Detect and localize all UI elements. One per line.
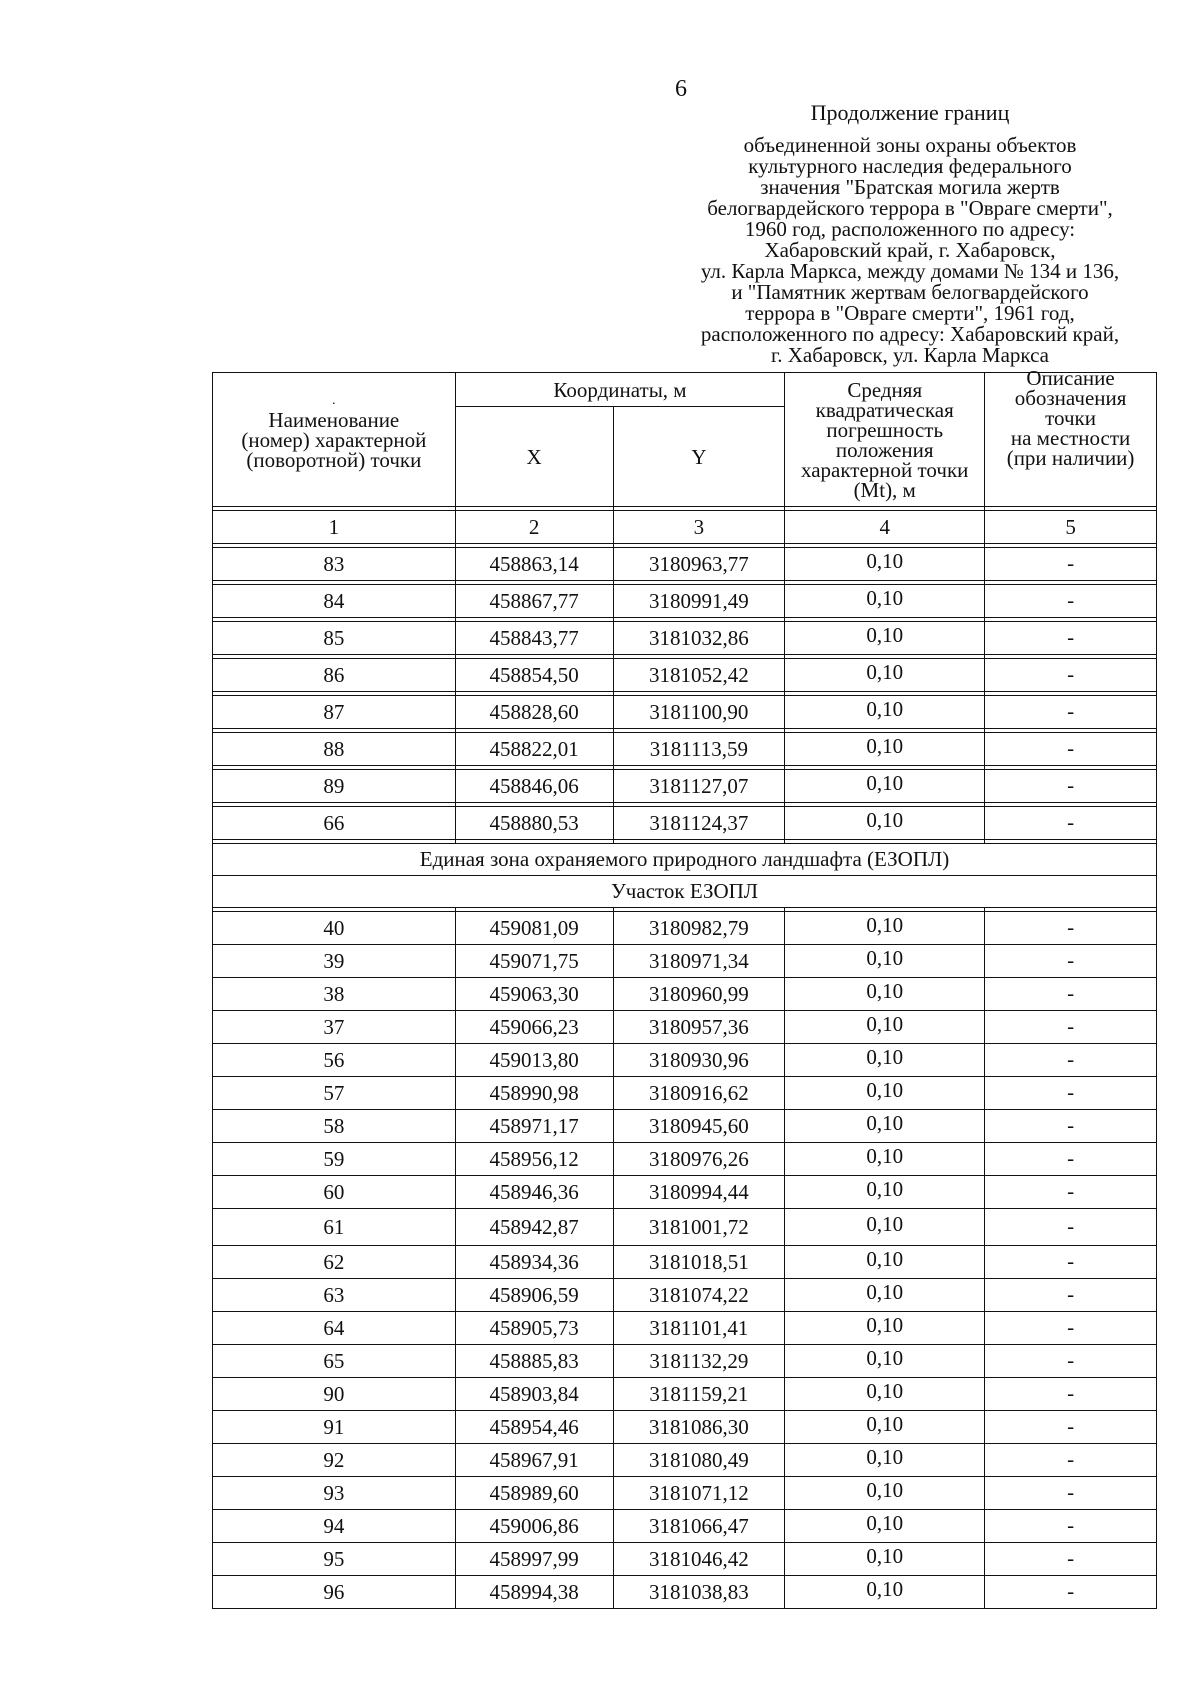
description-value: - [985, 585, 1157, 618]
error-value: 0,10 [785, 659, 985, 692]
coord-y: 3181124,37 [613, 807, 785, 840]
error-value: 0,10 [785, 1444, 985, 1477]
table-row [213, 1209, 1157, 1246]
coord-y: 3180945,60 [613, 1110, 785, 1143]
point-number: 59 [213, 1143, 456, 1176]
point-number: 85 [213, 622, 456, 655]
coord-x: 459063,30 [455, 978, 613, 1011]
coord-x: 458971,17 [455, 1110, 613, 1143]
page-number: 6 [675, 76, 687, 102]
point-number: 89 [213, 770, 456, 803]
point-number: 37 [213, 1011, 456, 1044]
coord-y: 3181132,29 [613, 1345, 785, 1378]
coord-y: 3181038,83 [613, 1576, 785, 1609]
error-value: 0,10 [785, 1110, 985, 1143]
header-description-line: Описание [1026, 365, 1115, 390]
coord-x: 458903,84 [455, 1378, 613, 1411]
point-number: 84 [213, 585, 456, 618]
table-row [213, 1279, 1157, 1312]
coord-y: 3180916,62 [613, 1077, 785, 1110]
column-number: 5 [985, 511, 1157, 544]
point-number: 86 [213, 659, 456, 692]
header-error-line: Средняя [847, 377, 923, 402]
point-number: 65 [213, 1345, 456, 1378]
error-value: 0,10 [785, 945, 985, 978]
point-number: 62 [213, 1246, 456, 1279]
coord-y: 3181052,42 [613, 659, 785, 692]
error-value: 0,10 [785, 770, 985, 803]
table-row [213, 1411, 1157, 1444]
error-value: 0,10 [785, 1378, 985, 1411]
point-number: 57 [213, 1077, 456, 1110]
heading-line: значения "Братская могила жертв [760, 175, 1060, 199]
description-value: - [985, 1209, 1157, 1246]
coord-x: 458942,87 [455, 1209, 613, 1246]
coord-y: 3180957,36 [613, 1011, 785, 1044]
table-row [213, 1444, 1157, 1477]
description-value: - [985, 1044, 1157, 1077]
description-value: - [985, 1345, 1157, 1378]
description-value: - [985, 1143, 1157, 1176]
point-number: 88 [213, 733, 456, 766]
coord-y: 3181046,42 [613, 1543, 785, 1576]
coord-y: 3181074,22 [613, 1279, 785, 1312]
coord-x: 459006,86 [455, 1510, 613, 1543]
error-value: 0,10 [785, 1077, 985, 1110]
table-row [213, 1378, 1157, 1411]
header-description-line: на местности [1010, 425, 1131, 450]
error-value: 0,10 [785, 1345, 985, 1378]
coord-x: 458956,12 [455, 1143, 613, 1176]
column-number: 3 [613, 511, 785, 544]
heading-line: и "Памятник жертвам белогвардейского [731, 280, 1089, 304]
column-number: 1 [213, 511, 456, 544]
coord-y: 3181101,41 [613, 1312, 785, 1345]
description-value: - [985, 1510, 1157, 1543]
column-number-row [213, 511, 1157, 544]
coord-y: 3180971,34 [613, 945, 785, 978]
description-value: - [985, 1077, 1157, 1110]
section-title: Единая зона охраняемого природного ландшафта (ЕЗОПЛ) [213, 844, 1157, 876]
heading-line: Хабаровский край, г. Хабаровск, [764, 238, 1056, 262]
coord-x: 458863,14 [455, 548, 613, 581]
table-row [213, 1477, 1157, 1510]
table-row [213, 1345, 1157, 1378]
coord-x: 458880,53 [455, 807, 613, 840]
error-value: 0,10 [785, 1543, 985, 1576]
coord-x: 458822,01 [455, 733, 613, 766]
error-value: 0,10 [785, 696, 985, 729]
error-value: 0,10 [785, 1411, 985, 1444]
error-value: 0,10 [785, 585, 985, 618]
header-error-line: квадратическая [815, 397, 954, 422]
table-row [213, 733, 1157, 766]
coord-y: 3180930,96 [613, 1044, 785, 1077]
coord-y: 3181159,21 [613, 1378, 785, 1411]
table-row [213, 1510, 1157, 1543]
coord-x: 459071,75 [455, 945, 613, 978]
coord-x: 458954,46 [455, 1411, 613, 1444]
heading-line: террора в "Овраге смерти", 1961 год, [745, 301, 1075, 325]
point-number: 92 [213, 1444, 456, 1477]
description-value: - [985, 1477, 1157, 1510]
point-number: 64 [213, 1312, 456, 1345]
header-error-line: (Mt), м [853, 477, 916, 502]
table-row [213, 696, 1157, 729]
coord-y: 3181127,07 [613, 770, 785, 803]
table-row [213, 1110, 1157, 1143]
table-row [213, 978, 1157, 1011]
coord-y: 3181080,49 [613, 1444, 785, 1477]
table-row [213, 912, 1157, 945]
error-value: 0,10 [785, 807, 985, 840]
coord-y: 3180994,44 [613, 1176, 785, 1209]
header-error-line: погрешность [826, 417, 944, 442]
error-value: 0,10 [785, 548, 985, 581]
table-row [213, 945, 1157, 978]
coord-x: 458906,59 [455, 1279, 613, 1312]
heading-line: ул. Карла Маркса, между домами № 134 и 136, [700, 259, 1120, 283]
description-value: - [985, 1411, 1157, 1444]
table-row [213, 622, 1157, 655]
point-number: 96 [213, 1576, 456, 1609]
header-point-name-line: (номер) характерной [241, 427, 427, 452]
heading-title: Продолжение границ [810, 100, 1010, 125]
description-value: - [985, 1176, 1157, 1209]
coord-y: 3181113,59 [613, 733, 785, 766]
error-value: 0,10 [785, 978, 985, 1011]
error-value: 0,10 [785, 733, 985, 766]
document-heading [650, 102, 1170, 366]
description-value: - [985, 1110, 1157, 1143]
header-x: X [455, 407, 613, 507]
description-value: - [985, 696, 1157, 729]
point-number: 90 [213, 1378, 456, 1411]
description-value: - [985, 1011, 1157, 1044]
header-y: Y [613, 407, 785, 507]
coord-y: 3181086,30 [613, 1411, 785, 1444]
description-value: - [985, 1279, 1157, 1312]
coord-x: 458967,91 [455, 1444, 613, 1477]
header-coordinates: Координаты, м [455, 373, 785, 407]
description-value: - [985, 1543, 1157, 1576]
coord-x: 458846,06 [455, 770, 613, 803]
table-row [213, 1011, 1157, 1044]
coord-x: 458867,77 [455, 585, 613, 618]
description-value: - [985, 1576, 1157, 1609]
description-value: - [985, 807, 1157, 840]
description-value: - [985, 659, 1157, 692]
table-row [213, 1543, 1157, 1576]
coord-x: 458989,60 [455, 1477, 613, 1510]
table-row [213, 1576, 1157, 1609]
description-value: - [985, 1312, 1157, 1345]
heading-line: 1960 год, расположенного по адресу: [744, 217, 1076, 241]
description-value: - [985, 945, 1157, 978]
heading-line: белогвардейского террора в "Овраге смерти", [707, 196, 1113, 220]
coord-x: 458946,36 [455, 1176, 613, 1209]
table-row [213, 1312, 1157, 1345]
coord-x: 459066,23 [455, 1011, 613, 1044]
point-number: 61 [213, 1209, 456, 1246]
point-number: 38 [213, 978, 456, 1011]
table-row [213, 1143, 1157, 1176]
description-value: - [985, 978, 1157, 1011]
heading-line: объединенной зоны охраны объектов [743, 133, 1077, 157]
table-row [213, 807, 1157, 840]
point-number: 91 [213, 1411, 456, 1444]
coord-y: 3180991,49 [613, 585, 785, 618]
header-error-line: характерной точки [801, 457, 969, 482]
header-description-line: (при наличии) [1006, 445, 1135, 470]
error-value: 0,10 [785, 1312, 985, 1345]
table-row [213, 770, 1157, 803]
description-value: - [985, 912, 1157, 945]
error-value: 0,10 [785, 1477, 985, 1510]
coord-x: 458994,38 [455, 1576, 613, 1609]
table-row [213, 659, 1157, 692]
coord-y: 3180960,99 [613, 978, 785, 1011]
description-value: - [985, 770, 1157, 803]
header-description-line: обозначения [1014, 385, 1127, 410]
table-row [213, 1077, 1157, 1110]
coord-y: 3180963,77 [613, 548, 785, 581]
coord-y: 3181100,90 [613, 696, 785, 729]
point-number: 40 [213, 912, 456, 945]
coord-y: 3181032,86 [613, 622, 785, 655]
heading-line: культурного наследия федерального [748, 154, 1072, 178]
table-row [213, 548, 1157, 581]
heading-line: расположенного по адресу: Хабаровский край, [700, 322, 1120, 346]
header-description-line: точки [1045, 405, 1096, 430]
error-value: 0,10 [785, 1209, 985, 1246]
description-value: - [985, 733, 1157, 766]
description-value: - [985, 622, 1157, 655]
column-number: 4 [785, 511, 985, 544]
error-value: 0,10 [785, 622, 985, 655]
table-row [213, 1176, 1157, 1209]
point-number: 94 [213, 1510, 456, 1543]
error-value: 0,10 [785, 1576, 985, 1609]
point-number: 66 [213, 807, 456, 840]
error-value: 0,10 [785, 1510, 985, 1543]
description-value: - [985, 1246, 1157, 1279]
point-number: 87 [213, 696, 456, 729]
error-value: 0,10 [785, 912, 985, 945]
description-value: - [985, 1378, 1157, 1411]
coordinates-table [212, 365, 1157, 1609]
coord-y: 3181001,72 [613, 1209, 785, 1246]
description-value: - [985, 548, 1157, 581]
description-value: - [985, 1444, 1157, 1477]
point-number: 58 [213, 1110, 456, 1143]
coord-y: 3180982,79 [613, 912, 785, 945]
error-value: 0,10 [785, 1176, 985, 1209]
header-error [785, 373, 985, 507]
coord-x: 458990,98 [455, 1077, 613, 1110]
coord-x: 458854,50 [455, 659, 613, 692]
coord-x: 458828,60 [455, 696, 613, 729]
header-description [985, 365, 1157, 507]
coord-y: 3181071,12 [613, 1477, 785, 1510]
point-number: 39 [213, 945, 456, 978]
header-point-name-line: Наименование [268, 407, 400, 432]
error-value: 0,10 [785, 1143, 985, 1176]
table-row [213, 1246, 1157, 1279]
error-value: 0,10 [785, 1279, 985, 1312]
point-number: 95 [213, 1543, 456, 1576]
coord-x: 458997,99 [455, 1543, 613, 1576]
point-number: 63 [213, 1279, 456, 1312]
header-error-line: положения [835, 437, 934, 462]
coord-x: 459013,80 [455, 1044, 613, 1077]
heading-line: г. Хабаровск, ул. Карла Маркса [770, 343, 1049, 367]
error-value: 0,10 [785, 1246, 985, 1279]
table-row [213, 1044, 1157, 1077]
header-point-name-line: (поворотной) точки [246, 447, 422, 472]
coord-x: 458934,36 [455, 1246, 613, 1279]
point-number: 60 [213, 1176, 456, 1209]
coord-y: 3180976,26 [613, 1143, 785, 1176]
coord-x: 458843,77 [455, 622, 613, 655]
coord-y: 3181066,47 [613, 1510, 785, 1543]
coord-x: 459081,09 [455, 912, 613, 945]
point-number: 56 [213, 1044, 456, 1077]
coord-x: 458905,73 [455, 1312, 613, 1345]
point-number: 93 [213, 1477, 456, 1510]
header-point-name: · Наименование (номер) характерной (поворотной) точки [213, 373, 456, 507]
coord-y: 3181018,51 [613, 1246, 785, 1279]
coord-x: 458885,83 [455, 1345, 613, 1378]
error-value: 0,10 [785, 1011, 985, 1044]
subsection-title: Участок ЕЗОПЛ [213, 876, 1157, 908]
point-number: 83 [213, 548, 456, 581]
error-value: 0,10 [785, 1044, 985, 1077]
column-number: 2 [455, 511, 613, 544]
table-row [213, 585, 1157, 618]
